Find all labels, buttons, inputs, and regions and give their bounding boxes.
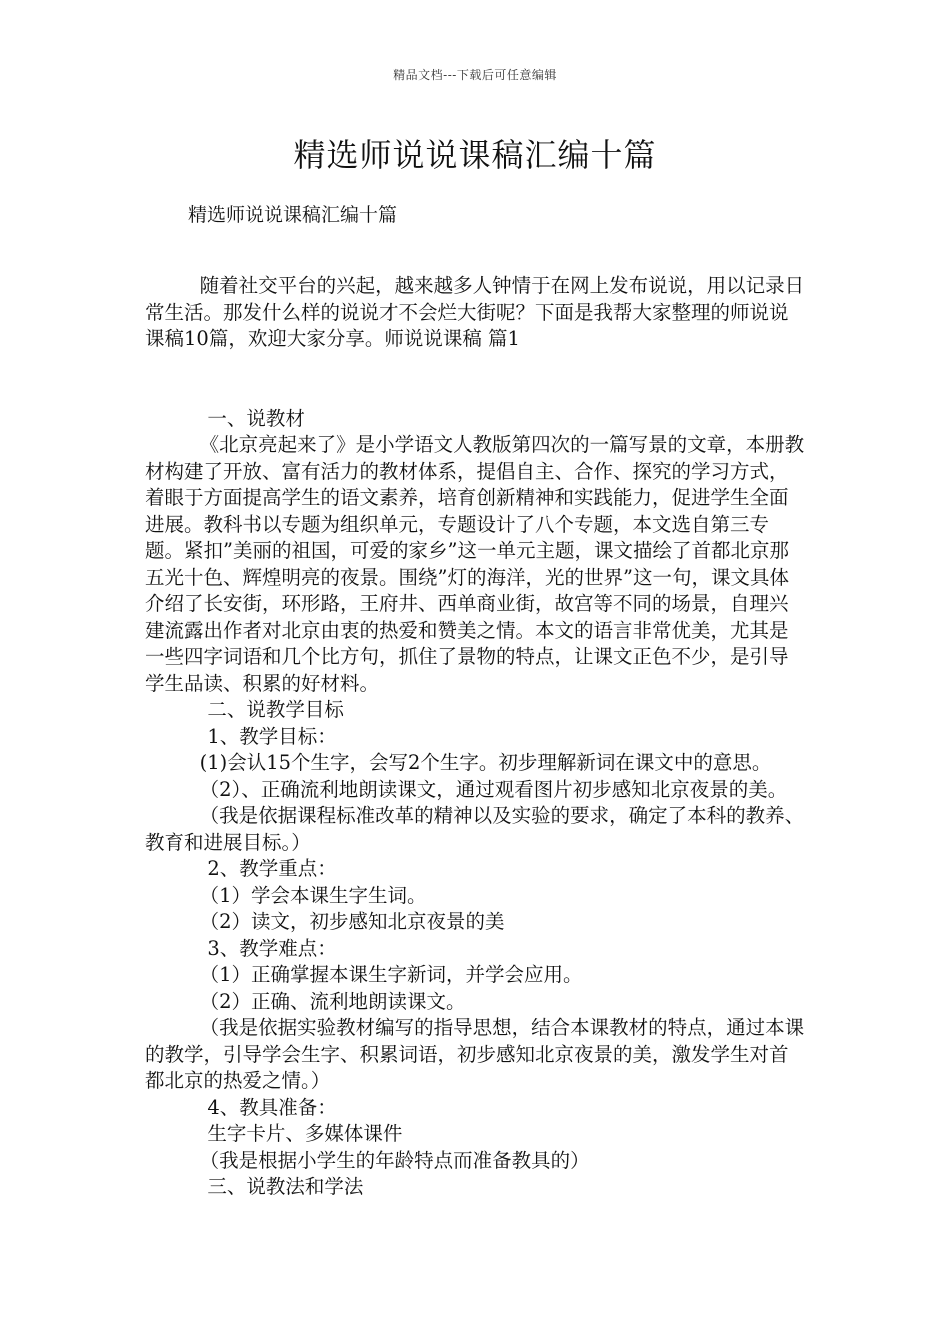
objective-item-1: (1)会认15个生字，会写2个生字。初步理解新词在课文中的意思。 — [199, 751, 772, 774]
teaching-aids-list: 生字卡片、多媒体课件 — [207, 1122, 403, 1145]
section-heading-objectives: 二、说教学目标 — [207, 698, 344, 721]
key-point-item-1: （1）学会本课生字生词。 — [199, 883, 427, 907]
textbook-paragraph: 《北京亮起来了》是小学语文人教版第四次的一篇写景的文章，本册教材构建了开放、富有活力的教材体系，提倡自主、合作、探究的学习方式，着眼于方面提高学生的语文素养，培育创新精神和实践能力，促进学生全面进展。教科书以专题为组织单元，专题设计了八个专题，本文选自第三专题。紧扣”美丽的祖国，可爱的家乡”这一单元主题，课文描绘了首都北京那五光十色、辉煌明亮的夜景。围绕”灯的海洋，光的世界”这一句，课文具体介绍了长安街，环形路，王府井、西单商业街，故宫等不同的场景，自理兴建流露出作者对北京由衷的热爱和赞美之情。本文的语言非常优美，尤其是一些四字词语和几个比方句，抓住了景物的特点，让课文正色不少，是引导学生品读、积累的好材料。 — [145, 433, 805, 695]
key-point-item-2: （2）读文，初步感知北京夜景的美 — [199, 910, 505, 933]
section-heading-methods: 三、说教法和学法 — [207, 1175, 364, 1198]
difficulty-item-2: （2）正确、流利地朗读课文。 — [199, 989, 466, 1013]
paragraph-spacer — [145, 353, 805, 406]
subheading-objectives: 1、教学目标： — [207, 724, 337, 748]
document-title: 精选师说说课稿汇编十篇 — [293, 136, 657, 174]
subheading-key-points: 2、教学重点： — [207, 857, 337, 880]
subheading-teaching-aids: 4、教具准备： — [207, 1095, 337, 1119]
difficulty-item-1: （1）正确掌握本课生字新词，并学会应用。 — [199, 963, 583, 986]
objective-note: （我是依据课程标准改革的精神以及实验的要求，确定了本科的教养、教育和进展目标。） — [145, 804, 805, 854]
difficulty-note: （我是依据实验教材编写的指导思想，结合本课教材的特点，通过本课的教学，引导学会生字、积累词语，初步感知北京夜景的美，激发学生对首都北京的热爱之情。） — [145, 1016, 805, 1092]
objective-item-2: （2）、正确流利地朗读课文，通过观看图片初步感知北京夜景的美。 — [199, 777, 788, 801]
subheading-difficulties: 3、教学难点： — [207, 936, 337, 960]
document-subtitle: 精选师说说课稿汇编十篇 — [188, 204, 398, 226]
intro-paragraph: 随着社交平台的兴起，越来越多人钟情于在网上发布说说，用以记录日常生活。那发什么样的说说才不会烂大街呢？下面是我帮大家整理的师说说课稿10篇，欢迎大家分享。师说说课稿 篇1 — [145, 274, 805, 350]
section-heading-textbook: 一、说教材 — [207, 406, 305, 430]
document-body — [145, 273, 805, 1201]
page-header-note: 精品文档---下载后可任意编辑 — [393, 68, 557, 82]
teaching-aids-note: （我是根据小学生的年龄特点而准备教具的） — [199, 1148, 590, 1172]
